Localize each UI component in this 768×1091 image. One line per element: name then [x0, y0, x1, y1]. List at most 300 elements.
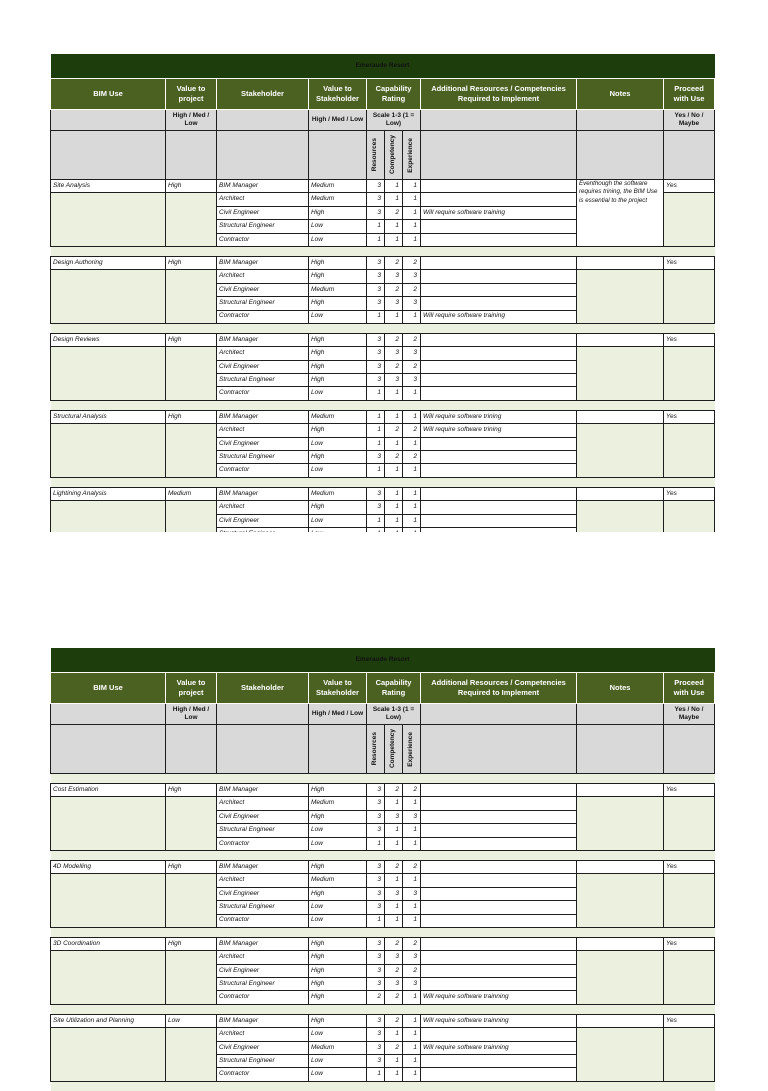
resources-rating-cell: 3 — [367, 937, 385, 950]
group-spacer — [51, 1004, 715, 1014]
stakeholder-cell: Civil Engineer — [217, 283, 309, 296]
resources-rating-cell: 3 — [367, 1028, 385, 1041]
stakeholder-cell: BIM Manager — [217, 1014, 309, 1027]
table-row — [51, 1014, 715, 1027]
value-to-project-cell — [166, 464, 217, 477]
additional-resources-cell — [421, 387, 577, 400]
additional-resources-cell — [421, 1028, 577, 1041]
col-header-stakeholder: Stakeholder — [217, 673, 309, 704]
header-spacer — [309, 725, 367, 774]
stakeholder-cell: Contractor — [217, 1068, 309, 1081]
experience-rating-cell: 1 — [403, 193, 421, 206]
experience-rating-cell: 1 — [403, 220, 421, 233]
proceed-cell — [664, 824, 715, 837]
experience-rating-cell: 2 — [403, 424, 421, 437]
notes-cell — [577, 514, 664, 527]
resources-rating-cell: 3 — [367, 193, 385, 206]
table-row — [51, 860, 715, 873]
proceed-cell — [664, 514, 715, 527]
experience-rating-cell: 1 — [403, 487, 421, 500]
table-row — [51, 464, 715, 477]
rating-label-competency — [385, 725, 403, 774]
value-to-stakeholder-cell: High — [309, 964, 367, 977]
table-row — [51, 410, 715, 423]
group-spacer — [51, 1081, 715, 1091]
notes-cell — [577, 387, 664, 400]
bim-use-cell — [51, 964, 166, 977]
resources-rating-cell: 3 — [367, 964, 385, 977]
experience-rating-cell: 3 — [403, 951, 421, 964]
notes-cell — [577, 360, 664, 373]
competency-rating-cell: 2 — [385, 1041, 403, 1054]
bim-use-cell: Structural Analysis — [51, 410, 166, 423]
value-to-project-cell: High — [166, 860, 217, 873]
stakeholder-cell: Contractor — [217, 991, 309, 1004]
bim-use-cell — [51, 991, 166, 1004]
proceed-cell — [664, 978, 715, 991]
competency-rating-cell: 1 — [385, 824, 403, 837]
stakeholder-cell: BIM Manager — [217, 410, 309, 423]
group-spacer — [51, 774, 715, 784]
table-row — [51, 437, 715, 450]
bim-use-cell — [51, 283, 166, 296]
competency-rating-cell: 2 — [385, 360, 403, 373]
col-header-bim-use: BIM Use — [51, 79, 166, 110]
col-header-bim-use: BIM Use — [51, 673, 166, 704]
competency-rating-cell: 2 — [385, 256, 403, 269]
table-row — [51, 1068, 715, 1081]
experience-rating-cell: 3 — [403, 297, 421, 310]
stakeholder-cell: Civil Engineer — [217, 206, 309, 219]
proceed-cell — [664, 297, 715, 310]
group-spacer — [51, 927, 715, 937]
value-to-stakeholder-cell: High — [309, 978, 367, 991]
header-spacer — [309, 131, 367, 180]
resources-rating-cell: 3 — [367, 256, 385, 269]
competency-rating-cell: 2 — [385, 784, 403, 797]
additional-resources-cell — [421, 887, 577, 900]
stakeholder-cell: Structural Engineer — [217, 901, 309, 914]
table-row — [51, 387, 715, 400]
stakeholder-cell: Structural Engineer — [217, 824, 309, 837]
stakeholder-cell: Contractor — [217, 464, 309, 477]
proceed-cell — [664, 347, 715, 360]
experience-rating-cell: 1 — [403, 837, 421, 850]
resources-rating-cell: 3 — [367, 887, 385, 900]
stakeholder-cell: BIM Manager — [217, 487, 309, 500]
proceed-cell — [664, 437, 715, 450]
competency-rating-cell: 1 — [385, 1055, 403, 1068]
notes-cell — [577, 374, 664, 387]
resources-rating-cell: 3 — [367, 810, 385, 823]
rating-label-text: Experience — [407, 731, 415, 767]
value-to-stakeholder-cell: High — [309, 784, 367, 797]
stakeholder-cell: Structural Engineer — [217, 978, 309, 991]
proceed-cell: Yes — [664, 487, 715, 500]
value-to-stakeholder-cell: Low — [309, 1028, 367, 1041]
bim-use-cell — [51, 270, 166, 283]
bim-use-cell: Site Utilization and Planning — [51, 1014, 166, 1027]
table-row — [51, 978, 715, 991]
experience-rating-cell: 2 — [403, 451, 421, 464]
notes-cell — [577, 270, 664, 283]
value-to-project-cell — [166, 233, 217, 246]
resources-rating-cell: 3 — [367, 487, 385, 500]
notes-cell — [577, 347, 664, 360]
resources-rating-cell: 1 — [367, 837, 385, 850]
additional-resources-cell — [421, 1068, 577, 1081]
proceed-cell — [664, 283, 715, 296]
competency-rating-cell: 1 — [385, 464, 403, 477]
experience-rating-cell: 1 — [403, 914, 421, 927]
competency-rating-cell: 1 — [385, 410, 403, 423]
notes-cell — [577, 1014, 664, 1027]
experience-rating-cell: 2 — [403, 964, 421, 977]
header-spacer — [51, 725, 166, 774]
rating-label-text: Competency — [389, 729, 397, 769]
notes-cell — [577, 1028, 664, 1041]
value-to-stakeholder-cell: High — [309, 424, 367, 437]
value-to-project-cell — [166, 837, 217, 850]
bim-use-cell: Cost Estimation — [51, 784, 166, 797]
notes-cell — [577, 310, 664, 323]
value-to-project-cell: Low — [166, 1014, 217, 1027]
additional-resources-cell: Will require software training — [421, 310, 577, 323]
stakeholder-cell: Structural Engineer — [217, 1055, 309, 1068]
proceed-cell — [664, 797, 715, 810]
notes-cell — [577, 487, 664, 500]
additional-resources-cell: Will require software trainning — [421, 1041, 577, 1054]
experience-rating-cell: 1 — [403, 310, 421, 323]
bim-use-cell — [51, 220, 166, 233]
competency-rating-cell: 1 — [385, 901, 403, 914]
stakeholder-cell: Civil Engineer — [217, 514, 309, 527]
experience-rating-cell: 3 — [403, 270, 421, 283]
col-header-value-to-stakeholder: Value to Stakeholder — [309, 79, 367, 110]
value-to-project-cell — [166, 810, 217, 823]
value-to-project-cell — [166, 297, 217, 310]
table-row — [51, 1041, 715, 1054]
competency-rating-cell: 1 — [385, 501, 403, 514]
header-spacer — [217, 131, 309, 180]
subheader-proceed: Yes / No / Maybe — [664, 110, 715, 131]
additional-resources-cell — [421, 283, 577, 296]
table-row — [51, 784, 715, 797]
competency-rating-cell: 1 — [385, 1068, 403, 1081]
experience-rating-cell: 1 — [403, 501, 421, 514]
additional-resources-cell: Will require software trainning — [421, 991, 577, 1004]
value-to-stakeholder-cell: High — [309, 951, 367, 964]
table-row — [51, 347, 715, 360]
col-header-value-to-project: Value to project — [166, 673, 217, 704]
bim-use-cell — [51, 1055, 166, 1068]
rating-label-resources — [367, 725, 385, 774]
value-to-stakeholder-cell: High — [309, 937, 367, 950]
resources-rating-cell: 1 — [367, 914, 385, 927]
additional-resources-cell — [421, 220, 577, 233]
subheader-blank — [577, 704, 664, 725]
value-to-stakeholder-cell: Medium — [309, 1041, 367, 1054]
group-spacer — [51, 400, 715, 410]
page-break-1 — [0, 532, 768, 646]
experience-rating-cell: 1 — [403, 410, 421, 423]
additional-resources-cell — [421, 860, 577, 873]
subheader-value-to-stakeholder: High / Med / Low — [309, 704, 367, 725]
table-row — [51, 451, 715, 464]
experience-rating-cell: 3 — [403, 978, 421, 991]
notes-cell — [577, 901, 664, 914]
value-to-project-cell — [166, 1068, 217, 1081]
col-header-value-to-stakeholder: Value to Stakeholder — [309, 673, 367, 704]
stakeholder-cell: Structural Engineer — [217, 220, 309, 233]
additional-resources-cell — [421, 256, 577, 269]
subheader-blank — [421, 704, 577, 725]
additional-resources-cell: Will require software trining — [421, 424, 577, 437]
value-to-project-cell: High — [166, 256, 217, 269]
bim-use-cell — [51, 310, 166, 323]
col-header-stakeholder: Stakeholder — [217, 79, 309, 110]
additional-resources-cell — [421, 1055, 577, 1068]
value-to-project-cell — [166, 193, 217, 206]
header-spacer — [421, 131, 577, 180]
resources-rating-cell: 3 — [367, 1055, 385, 1068]
additional-resources-cell — [421, 464, 577, 477]
sheet-2 — [50, 648, 714, 1091]
additional-resources-cell — [421, 180, 577, 193]
bim-use-cell — [51, 978, 166, 991]
bim-use-cell — [51, 360, 166, 373]
value-to-stakeholder-cell: High — [309, 1014, 367, 1027]
experience-rating-cell: 1 — [403, 901, 421, 914]
competency-rating-cell: 1 — [385, 180, 403, 193]
additional-resources-cell — [421, 501, 577, 514]
competency-rating-cell: 1 — [385, 310, 403, 323]
subheader-blank — [217, 704, 309, 725]
value-to-project-cell — [166, 374, 217, 387]
notes-cell — [577, 860, 664, 873]
additional-resources-cell — [421, 951, 577, 964]
competency-rating-cell: 3 — [385, 810, 403, 823]
col-header-additional-resources: Additional Resources / Competencies Required to Implement — [421, 673, 577, 704]
table-row — [51, 914, 715, 927]
header-spacer — [577, 131, 664, 180]
bim-use-cell — [51, 233, 166, 246]
value-to-stakeholder-cell: Low — [309, 464, 367, 477]
value-to-project-cell — [166, 874, 217, 887]
value-to-project-cell — [166, 347, 217, 360]
value-to-stakeholder-cell: High — [309, 860, 367, 873]
experience-rating-cell: 2 — [403, 333, 421, 346]
competency-rating-cell: 2 — [385, 964, 403, 977]
table-row — [51, 991, 715, 1004]
stakeholder-cell: Architect — [217, 347, 309, 360]
resources-rating-cell: 3 — [367, 951, 385, 964]
header-spacer — [217, 725, 309, 774]
bim-use-cell — [51, 374, 166, 387]
value-to-stakeholder-cell: Low — [309, 220, 367, 233]
resources-rating-cell: 1 — [367, 410, 385, 423]
value-to-stakeholder-cell: High — [309, 256, 367, 269]
bim-use-table — [50, 648, 715, 1091]
resources-rating-cell: 1 — [367, 464, 385, 477]
notes-cell — [577, 887, 664, 900]
notes-cell — [577, 297, 664, 310]
proceed-cell — [664, 233, 715, 246]
value-to-stakeholder-cell: High — [309, 297, 367, 310]
bim-use-cell — [51, 1041, 166, 1054]
value-to-stakeholder-cell: Low — [309, 387, 367, 400]
value-to-project-cell — [166, 991, 217, 1004]
value-to-stakeholder-cell: Low — [309, 310, 367, 323]
stakeholder-cell: BIM Manager — [217, 937, 309, 950]
rating-label-text: Experience — [407, 137, 415, 173]
notes-cell — [577, 914, 664, 927]
value-to-project-cell — [166, 1055, 217, 1068]
experience-rating-cell: 2 — [403, 256, 421, 269]
notes-cell — [577, 824, 664, 837]
col-header-additional-resources: Additional Resources / Competencies Required to Implement — [421, 79, 577, 110]
value-to-stakeholder-cell: High — [309, 360, 367, 373]
experience-rating-cell: 1 — [403, 874, 421, 887]
proceed-cell — [664, 270, 715, 283]
table-row — [51, 937, 715, 950]
value-to-stakeholder-cell: Medium — [309, 283, 367, 296]
bim-use-cell — [51, 824, 166, 837]
additional-resources-cell — [421, 784, 577, 797]
additional-resources-cell — [421, 297, 577, 310]
resources-rating-cell: 3 — [367, 1041, 385, 1054]
table-row — [51, 180, 715, 193]
notes-cell — [577, 451, 664, 464]
value-to-project-cell: High — [166, 410, 217, 423]
table-row — [51, 487, 715, 500]
col-header-notes: Notes — [577, 673, 664, 704]
bim-use-cell — [51, 797, 166, 810]
notes-cell — [577, 464, 664, 477]
proceed-cell — [664, 1055, 715, 1068]
group-spacer — [51, 477, 715, 487]
resources-rating-cell: 3 — [367, 797, 385, 810]
additional-resources-cell — [421, 333, 577, 346]
resources-rating-cell: 3 — [367, 874, 385, 887]
proceed-cell: Yes — [664, 180, 715, 193]
subheader-blank — [51, 704, 166, 725]
notes-cell — [577, 951, 664, 964]
value-to-project-cell — [166, 901, 217, 914]
experience-rating-cell: 3 — [403, 887, 421, 900]
bim-use-cell: 4D Modelling — [51, 860, 166, 873]
subheader-value-to-project: High / Med / Low — [166, 110, 217, 131]
resources-rating-cell: 3 — [367, 860, 385, 873]
additional-resources-cell: Will require software trining — [421, 410, 577, 423]
proceed-cell — [664, 374, 715, 387]
experience-rating-cell: 1 — [403, 514, 421, 527]
table-row — [51, 256, 715, 269]
resources-rating-cell: 1 — [367, 424, 385, 437]
proceed-cell — [664, 193, 715, 206]
experience-rating-cell: 1 — [403, 387, 421, 400]
bim-use-cell — [51, 501, 166, 514]
value-to-project-cell — [166, 270, 217, 283]
value-to-project-cell — [166, 887, 217, 900]
value-to-stakeholder-cell: Low — [309, 514, 367, 527]
resources-rating-cell: 1 — [367, 437, 385, 450]
experience-rating-cell: 2 — [403, 784, 421, 797]
bim-use-cell — [51, 1028, 166, 1041]
table-row — [51, 824, 715, 837]
header-spacer — [166, 131, 217, 180]
table-row — [51, 887, 715, 900]
resources-rating-cell: 3 — [367, 978, 385, 991]
notes-cell — [577, 1055, 664, 1068]
experience-rating-cell: 2 — [403, 937, 421, 950]
table-row — [51, 514, 715, 527]
bim-use-cell — [51, 347, 166, 360]
value-to-project-cell — [166, 1041, 217, 1054]
experience-rating-cell: 1 — [403, 437, 421, 450]
value-to-project-cell — [166, 1028, 217, 1041]
additional-resources-cell: Will require software trainning — [421, 1014, 577, 1027]
proceed-cell: Yes — [664, 410, 715, 423]
proceed-cell — [664, 451, 715, 464]
bim-use-cell — [51, 887, 166, 900]
bim-use-cell: Lightining Analysis — [51, 487, 166, 500]
value-to-stakeholder-cell: High — [309, 270, 367, 283]
competency-rating-cell: 1 — [385, 387, 403, 400]
competency-rating-cell: 3 — [385, 297, 403, 310]
group-spacer — [51, 850, 715, 860]
additional-resources-cell — [421, 233, 577, 246]
value-to-stakeholder-cell: Medium — [309, 487, 367, 500]
header-spacer — [664, 725, 715, 774]
notes-cell — [577, 784, 664, 797]
header-spacer — [421, 725, 577, 774]
resources-rating-cell: 3 — [367, 501, 385, 514]
stakeholder-cell: Architect — [217, 424, 309, 437]
competency-rating-cell: 2 — [385, 424, 403, 437]
additional-resources-cell — [421, 810, 577, 823]
bim-use-cell — [51, 206, 166, 219]
value-to-stakeholder-cell: High — [309, 991, 367, 1004]
experience-rating-cell: 1 — [403, 1055, 421, 1068]
proceed-cell — [664, 810, 715, 823]
experience-rating-cell: 1 — [403, 206, 421, 219]
experience-rating-cell: 2 — [403, 283, 421, 296]
additional-resources-cell: Will require software training — [421, 206, 577, 219]
value-to-stakeholder-cell: Medium — [309, 797, 367, 810]
table-row — [51, 310, 715, 323]
subheader-capability-rating: Scale 1-3 (1 = Low) — [367, 704, 421, 725]
bim-use-cell — [51, 837, 166, 850]
stakeholder-cell: Architect — [217, 1028, 309, 1041]
col-header-proceed: Proceed with Use — [664, 673, 715, 704]
value-to-stakeholder-cell: Low — [309, 1068, 367, 1081]
stakeholder-cell: Structural Engineer — [217, 451, 309, 464]
competency-rating-cell: 2 — [385, 860, 403, 873]
value-to-stakeholder-cell: Low — [309, 437, 367, 450]
col-header-notes: Notes — [577, 79, 664, 110]
additional-resources-cell — [421, 487, 577, 500]
stakeholder-cell: Contractor — [217, 387, 309, 400]
additional-resources-cell — [421, 360, 577, 373]
bim-use-cell: Site Analysis — [51, 180, 166, 193]
header-spacer — [51, 131, 166, 180]
resources-rating-cell: 3 — [367, 333, 385, 346]
value-to-stakeholder-cell: Low — [309, 837, 367, 850]
table-row — [51, 374, 715, 387]
table-row — [51, 333, 715, 346]
proceed-cell — [664, 387, 715, 400]
